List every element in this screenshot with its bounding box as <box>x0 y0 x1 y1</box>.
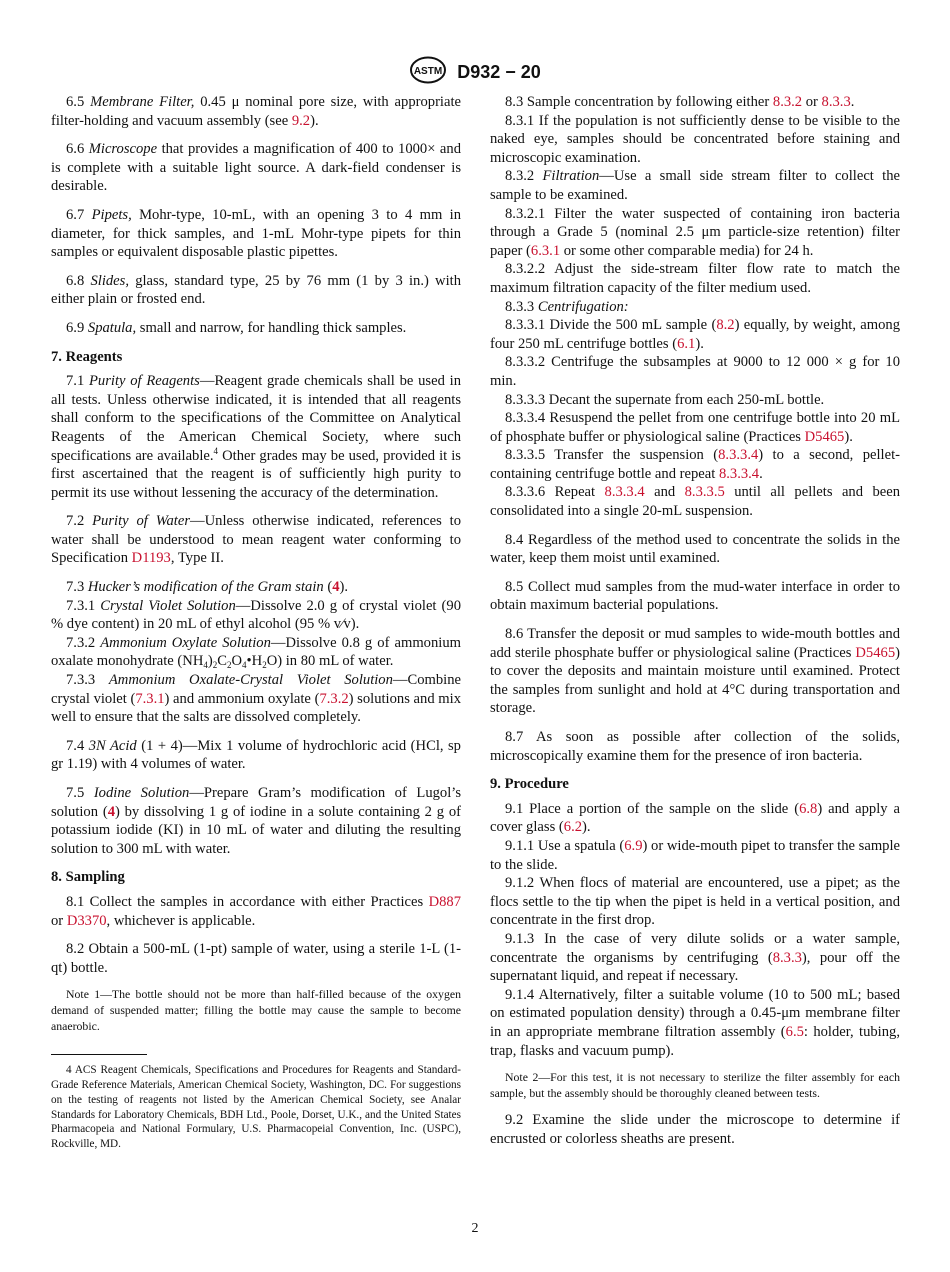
footnote-4: 4 ACS Reagent Chemicals, Specifications and Procedures for Reagents and Standard-Grade Reference Materials, American Chemical Society, Washington, DC. For suggestions on the testing of reagents not listed by the American Chemical Society, see Analar Standards for Laboratory Chemicals, BDH Ltd., Poole, Dorset, U.K., and the United States Pharmacopeia and National Formulary, U.S. Pharmacopeial Convention, Inc. (USPC), Rockville, MD. <box>51 1064 461 1151</box>
ref-link[interactable]: 8.3.3.4 <box>604 484 645 501</box>
para-8-6: 8.6 Transfer the deposit or mud samples to wide-mouth bottles and add sterile phosphate buffer or physiological saline (Practices D5465) to cover the deposits and maintain moisture until examined. Protect the samples from sunlight and hold at 4°C during transportation and storage. <box>490 626 900 717</box>
para-8-3-3: 8.3.3 Centrifugation: <box>505 298 629 315</box>
para-9-1-1: 9.1.1 Use a spatula (6.9) or wide-mouth pipet to transfer the sample to the slide. <box>490 837 901 873</box>
ref-link[interactable]: 8.3.2 <box>772 94 803 110</box>
para-8-3-3-3: 8.3.3.3 Decant the supernate from each 250-mL bottle. <box>505 391 825 408</box>
ref-link[interactable]: 6.8 <box>799 800 818 817</box>
ref-link[interactable]: 8.3.3 <box>772 949 802 966</box>
ref-link[interactable]: 8.3.3.5 <box>684 484 725 501</box>
ref-link[interactable]: 4 <box>332 579 340 596</box>
para-8-3-3-5: 8.3.3.5 Transfer the suspension (8.3.3.4) to a second, pellet-containing centrifuge bottle and repeat 8.3.3.4. <box>490 447 900 482</box>
ref-link[interactable]: 8.3.3.4 <box>718 465 760 482</box>
para-9-1: 9.1 Place a portion of the sample on the slide (6.8) and apply a cover glass (6.2). <box>490 800 900 836</box>
ref-link[interactable]: D887 <box>428 893 461 910</box>
para-8-3-3-2: 8.3.3.2 Centrifuge the subsamples at 9000 to 12 000 × g for 10 min. <box>490 354 900 389</box>
para-9-1-4: 9.1.4 Alternatively, filter a suitable volume (10 to 500 mL; based on estimated population density) through a 0.45-μm membrane filter in an appropriate membrane filtration assembly (6.5: holder, tubing, trap, flasks and vacuum pump). <box>490 986 900 1059</box>
para-6-5: 6.5 Membrane Filter, 0.45 μ nominal pore size, with appropriate filter-holding and vacuum assembly (see 9.2). <box>51 94 461 129</box>
para-8-3-2-2: 8.3.2.2 Adjust the side-stream filter flow rate to match the maximum filtration capacity of the filter medium used. <box>490 261 900 296</box>
para-6-6: 6.6 Microscope that provides a magnification of 400 to 1000× and is complete with a suitable light source. A dark-field condenser is desirable. <box>51 141 461 195</box>
section-heading: 9. Procedure <box>490 776 569 793</box>
ref-link[interactable]: D5465 <box>804 428 845 445</box>
astm-logo-icon <box>409 56 447 89</box>
section-heading: 7. Reagents <box>51 348 123 365</box>
standard-designation: D932 − 20 <box>457 62 541 82</box>
para-6-8: 6.8 Slides, glass, standard type, 25 by 76 mm (1 by 3 in.) with either plain or frosted end. <box>51 272 462 308</box>
ref-link[interactable]: 8.3.3 <box>821 94 851 110</box>
para-9-1-3: 9.1.3 In the case of very dilute solids or a water sample, concentrate the organisms by centrifuging (8.3.3), pour off the supernatant liquid, and repeat if necessary. <box>490 930 900 985</box>
para-8-3-3-6: 8.3.3.6 Repeat 8.3.3.4 and 8.3.3.5 until all pellets and been consolidated into a single 20-mL suspension. <box>490 484 900 520</box>
para-7-4: 7.4 3N Acid (1 + 4)—Mix 1 volume of hydrochloric acid (HCl, sp gr 1.19) with 4 volumes of water. <box>51 737 461 773</box>
ref-link[interactable]: 8.3.3.4 <box>718 447 759 464</box>
para-7-1: 7.1 Purity of Reagents—Reagent grade chemicals shall be used in all tests. Unless otherwise indicated, it is intended that all reagents shall conform to the specifications of the Committee on Analytical Reagents of the American Chemical Society, where such specifications are available.$^4$ Other grades may be used, provided it is first ascertained that the reagent is of sufficiently high purity to permit its use without lessening the accuracy of the determination. <box>51 373 461 501</box>
ref-link[interactable]: 7.3.1 <box>135 690 165 707</box>
para-8-3-2: 8.3.2 Filtration—Use a small side stream filter to collect the sample to be examined. <box>490 168 900 203</box>
footnote-divider <box>51 1054 147 1055</box>
note-1: Note 1—The bottle should not be more than half-filled because of the oxygen demand of suspended matter; filling the bottle may cause the sample to become anaerobic. <box>51 987 461 1033</box>
ref-link[interactable]: 6.1 <box>677 335 696 352</box>
para-8-4: 8.4 Regardless of the method used to concentrate the solids in the water, keep them moist until examined. <box>490 531 900 567</box>
para-8-3-3-1: 8.3.3.1 Divide the 500 mL sample (8.2) equally, by weight, among four 250 mL centrifuge bottles (6.1). <box>490 317 900 352</box>
para-8-5: 8.5 Collect mud samples from the mud-water interface in order to obtain maximum bacterial populations. <box>490 578 900 614</box>
ref-link[interactable]: D3370 <box>66 912 107 929</box>
ref-link[interactable]: 9.2 <box>291 112 311 129</box>
para-8-3-2-1: 8.3.2.1 Filter the water suspected of containing iron bacteria through a Grade 5 (nominal 2.5 μm particle-size retention) filter paper (6.3.1 or some other comparable media) for 24 h. <box>490 205 900 259</box>
left-column <box>51 93 461 1152</box>
para-7-5: 7.5 Iodine Solution—Prepare Gram’s modification of Lugol’s solution (4) by dissolving 1 g of iodine in a solute containing 2 g of potassium iodide (KI) in 10 mL of water and diluting the resulting solution to 300 mL with water. <box>51 785 461 857</box>
para-9-1-2: 9.1.2 When flocs of material are encountered, use a pipet; as the flocs settle to the tip when the pipet is held in a vertical position, and concentrate in the first drop. <box>490 875 900 929</box>
section-heading: 8. Sampling <box>51 869 125 886</box>
para-8-7: 8.7 As soon as possible after collection of the solids, microscopically examine them for the presence of iron bacteria. <box>490 729 900 764</box>
para-8-2: 8.2 Obtain a 500-mL (1-pt) sample of water, using a sterile 1-L (1-qt) bottle. <box>51 941 461 976</box>
ref-link[interactable]: 6.5 <box>785 1023 804 1040</box>
para-8-1: 8.1 Collect the samples in accordance with either Practices D887 or D3370, whichever is applicable. <box>51 893 461 929</box>
page-number: 2 <box>471 1221 479 1236</box>
para-7-3-1: 7.3.1 Crystal Violet Solution—Dissolve 2.0 g of crystal violet (90 % dye content) in 20 mL of ethyl alcohol (95 % v⁄v). <box>51 597 461 633</box>
ref-link[interactable]: D1193 <box>131 550 171 567</box>
ref-link[interactable]: 8.2 <box>716 317 735 334</box>
svg-text:ASTM: ASTM <box>414 66 443 77</box>
ref-link[interactable]: D5465 <box>855 644 896 661</box>
para-8-3-1: 8.3.1 If the population is not sufficiently dense to be visible to the naked eye, samples should be concentrated before staining and microscopic examination. <box>490 112 900 166</box>
para-6-9: 6.9 Spatula, small and narrow, for handling thick samples. <box>66 319 407 336</box>
ref-link[interactable]: 4 <box>107 803 115 820</box>
right-column <box>490 93 900 1158</box>
ref-link[interactable]: 7.3.2 <box>319 690 349 707</box>
para-6-7: 6.7 Pipets, Mohr-type, 10-mL, with an opening 3 to 4 mm in diameter, for thick samples, and 1-mL Mohr-type pipets for thin samples or equivalent disposable plastic pipettes. <box>51 206 461 261</box>
page-header <box>0 56 950 89</box>
para-8-3: 8.3 Sample concentration by following either 8.3.2 or 8.3.3. <box>505 94 855 110</box>
ref-link[interactable]: 6.3.1 <box>530 242 561 259</box>
para-7-3-3: 7.3.3 Ammonium Oxalate-Crystal Violet Solution—Combine crystal violet (7.3.1) and ammonium oxylate (7.3.2) solutions and mix well to ensure that the salts are dissolved completely. <box>51 672 462 726</box>
note-2: Note 2—For this test, it is not necessary to sterilize the filter assembly for each sample, but the assembly should be thoroughly cleaned between tests. <box>490 1070 900 1100</box>
para-8-3-3-4: 8.3.3.4 Resuspend the pellet from one centrifuge bottle into 20 mL of phosphate buffer or physiological saline (Practices D5465). <box>490 410 900 445</box>
ref-link[interactable]: 6.2 <box>563 819 583 836</box>
para-9-2: 9.2 Examine the slide under the microscope to determine if encrusted or colorless sheaths are present. <box>490 1112 900 1147</box>
para-7-3: 7.3 Hucker’s modification of the Gram stain (4). <box>66 579 348 596</box>
para-7-2: 7.2 Purity of Water—Unless otherwise indicated, references to water shall be understood to mean reagent water conforming to Specification D1193, Type II. <box>51 513 462 567</box>
ref-link[interactable]: 6.9 <box>624 837 643 854</box>
para-7-3-2: 7.3.2 Ammonium Oxylate Solution—Dissolve 0.8 g of ammonium oxalate monohydrate $(NH_4)_2C_2O_4•H_2O$) in 80 mL of water. <box>51 634 461 671</box>
